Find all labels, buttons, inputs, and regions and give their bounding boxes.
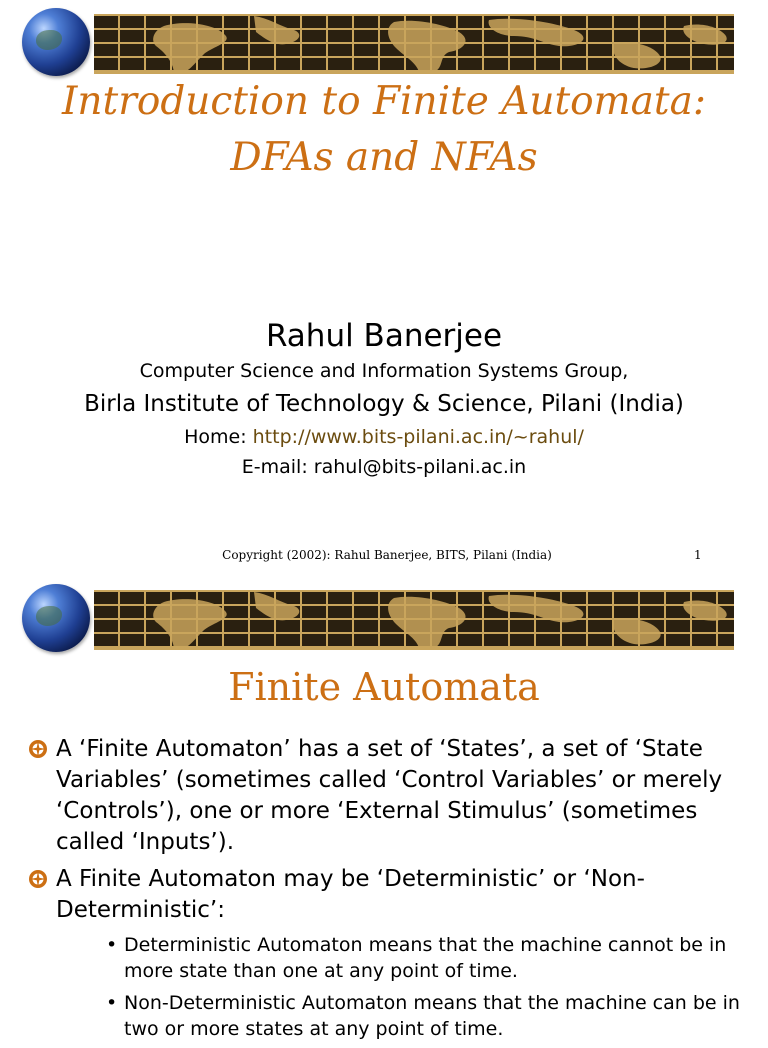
email-line: E-mail: rahul@bits-pilani.ac.in (241, 456, 527, 478)
institution-name: Birla Institute of Technology & Science, Pilani (India) (84, 391, 684, 417)
compass-bullet-icon (28, 739, 48, 759)
author-name: Rahul Banerjee (265, 318, 503, 354)
slide-2 (0, 578, 768, 1040)
page-number: 1 (694, 548, 702, 562)
title-line-2: DFAs and NFAs (230, 135, 538, 180)
world-map-banner (94, 590, 734, 650)
globe-logo (22, 584, 90, 652)
sub-bullet-list (106, 932, 748, 1042)
compass-bullet-icon (28, 869, 48, 889)
bullet-list (28, 734, 748, 1048)
slide-title: Finite Automata (228, 665, 540, 709)
home-label: Home: (184, 426, 253, 448)
sub-bullet-text: Deterministic Automaton means that the machine cannot be in more state than one at any point of time. (124, 934, 727, 982)
home-line (0, 422, 768, 452)
bullet-item (28, 864, 748, 926)
world-map-banner (94, 14, 734, 74)
sub-bullet-item (106, 932, 748, 984)
globe-logo (22, 8, 90, 76)
slide-title (0, 74, 768, 186)
footer-copyright: Copyright (2002): Rahul Banerjee, BITS, Pilani (India) (222, 548, 552, 562)
home-link[interactable]: http://www.bits-pilani.ac.in/~rahul/ (252, 426, 584, 448)
bullet-text: A ‘Finite Automaton’ has a set of ‘States’, a set of ‘State Variables’ (sometimes called ‘Control Variables’ or merely ‘Controls’), one or more ‘External Stimulus’ (sometimes called ‘Inputs’). (56, 736, 723, 855)
sub-bullet-text: Non-Deterministic Automaton means that the machine can be in two or more states at any point of time. (124, 992, 740, 1040)
sub-bullet-item (106, 990, 748, 1042)
title-line-1: Introduction to Finite Automata: (62, 79, 706, 124)
dot-icon: • (106, 992, 118, 1014)
map-land-shapes (94, 592, 734, 648)
group-name: Computer Science and Information Systems Group, (139, 360, 629, 382)
author-block (0, 316, 768, 482)
dot-icon: • (106, 934, 118, 956)
map-land-shapes (94, 16, 734, 72)
bullet-text: A Finite Automaton may be ‘Deterministic’ or ‘Non-Deterministic’: (56, 866, 645, 923)
bullet-item (28, 734, 748, 858)
